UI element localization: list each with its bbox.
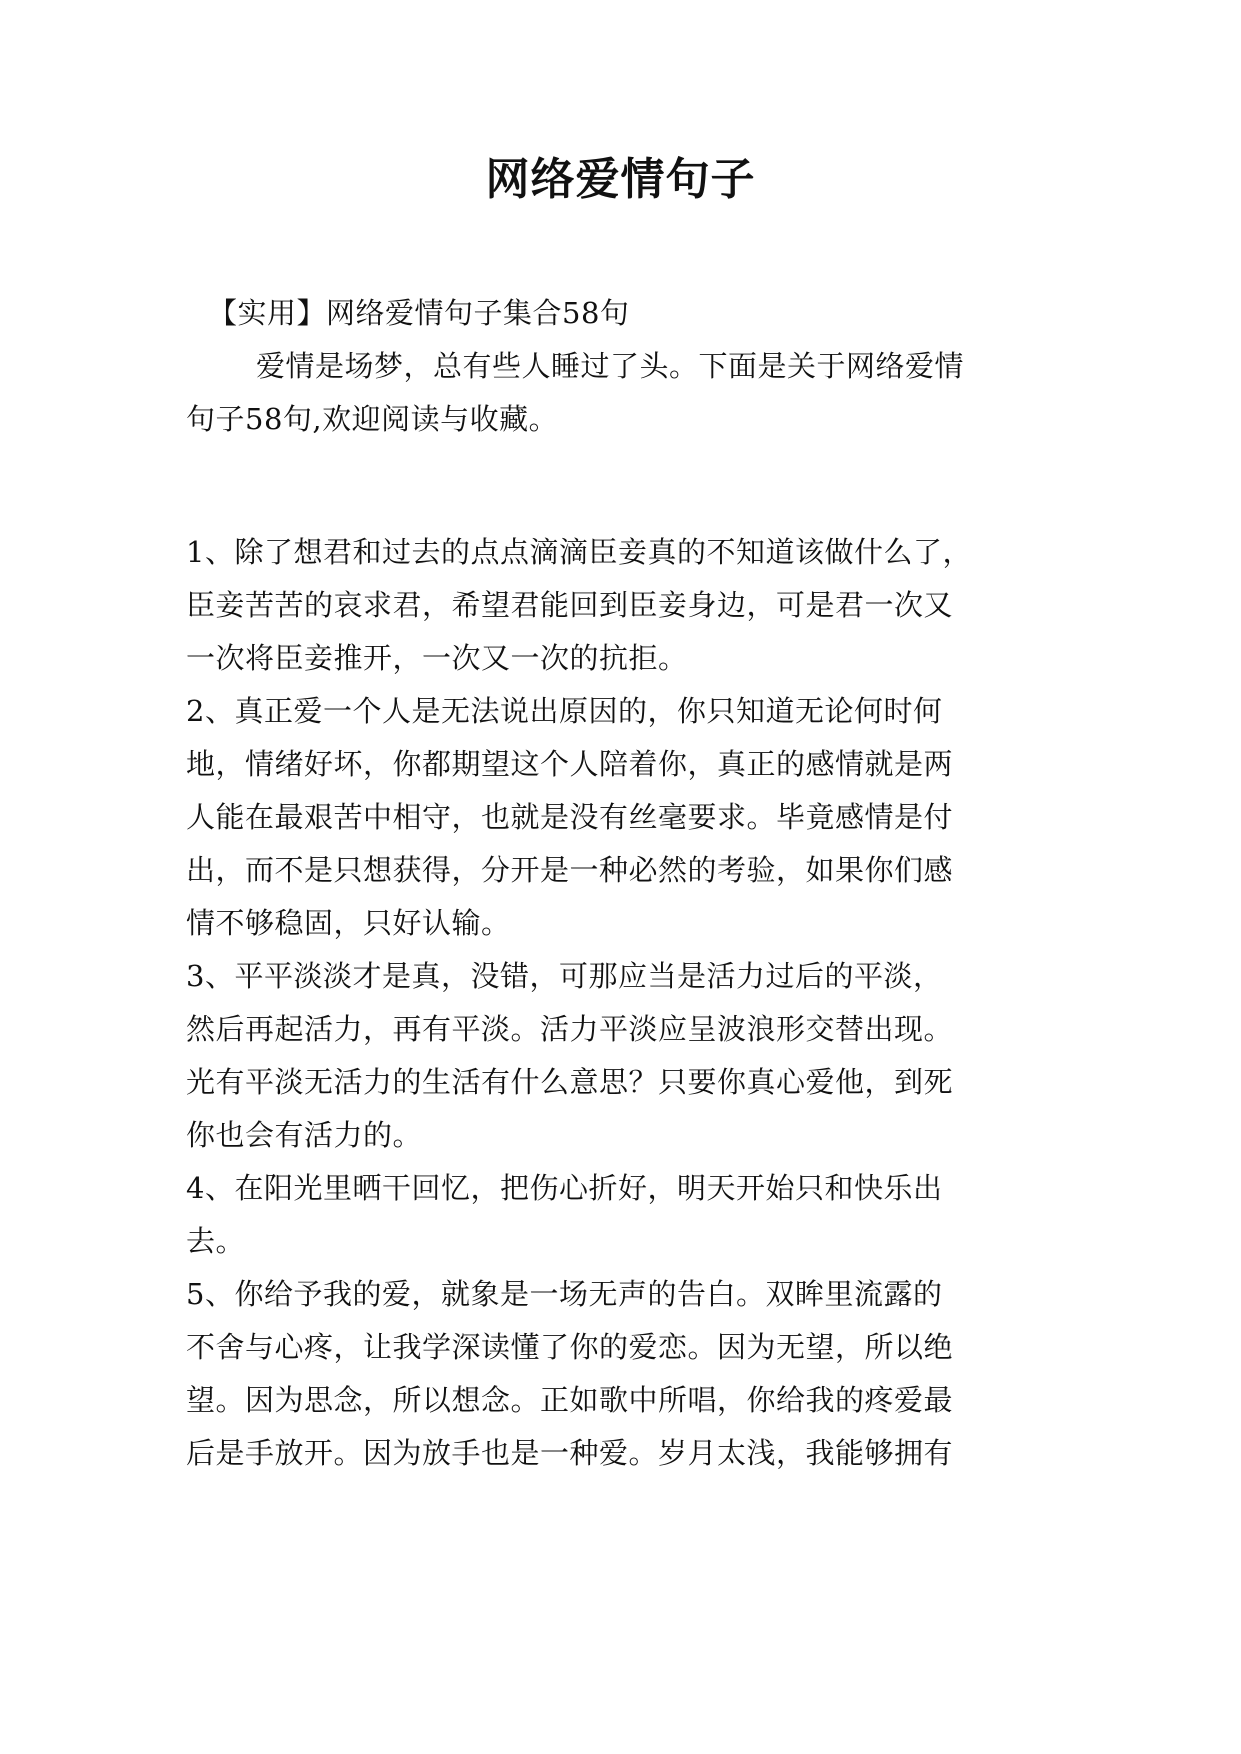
intro-line: 句子58句,欢迎阅读与收藏。 <box>186 402 559 436</box>
body-line: 臣妾苦苦的哀求君，希望君能回到臣妾身边，可是君一次又 <box>186 588 954 622</box>
body-line: 后是手放开。因为放手也是一种爱。岁月太浅，我能够拥有 <box>186 1436 954 1470</box>
paragraph-gap <box>186 446 1058 526</box>
document-title: 网络爱情句子 <box>485 154 756 205</box>
body-line: 情不够稳固，只好认输。 <box>186 906 511 940</box>
body-line: 光有平淡无活力的生活有什么意思？只要你真心爱他，到死 <box>186 1065 954 1099</box>
body-line: 望。因为思念，所以想念。正如歌中所唱，你给我的疼爱最 <box>186 1383 954 1417</box>
body-line: 3、平平淡淡才是真，没错，可那应当是活力过后的平淡， <box>186 959 943 993</box>
body-line: 1、除了想君和过去的点点滴滴臣妾真的不知道该做什么了， <box>186 535 972 569</box>
body-line: 地，情绪好坏，你都期望这个人陪着你，真正的感情就是两 <box>186 747 954 781</box>
document-content <box>186 287 1058 1480</box>
body-line: 出，而不是只想获得，分开是一种必然的考验，如果你们感 <box>186 853 954 887</box>
body-line: 2、真正爱一个人是无法说出原因的，你只知道无论何时何 <box>186 694 943 728</box>
body-line: 4、在阳光里晒干回忆，把伤心折好，明天开始只和快乐出 <box>186 1171 943 1205</box>
body-line: 人能在最艰苦中相守，也就是没有丝毫要求。毕竟感情是付 <box>186 800 954 834</box>
body-line: 然后再起活力，再有平淡。活力平淡应呈波浪形交替出现。 <box>186 1012 954 1046</box>
body-line: 一次将臣妾推开，一次又一次的抗拒。 <box>186 641 688 675</box>
intro-line: 爱情是场梦，总有些人睡过了头。下面是关于网络爱情 <box>256 349 965 383</box>
body-line: 你也会有活力的。 <box>186 1118 423 1152</box>
body-line: 5、你给予我的爱，就象是一场无声的告白。双眸里流露的 <box>186 1277 943 1311</box>
body-line: 不舍与心疼，让我学深读懂了你的爱恋。因为无望，所以绝 <box>186 1330 954 1364</box>
body-line: 去。 <box>186 1224 246 1258</box>
document-subtitle: 【实用】网络爱情句子集合58句 <box>208 296 630 330</box>
